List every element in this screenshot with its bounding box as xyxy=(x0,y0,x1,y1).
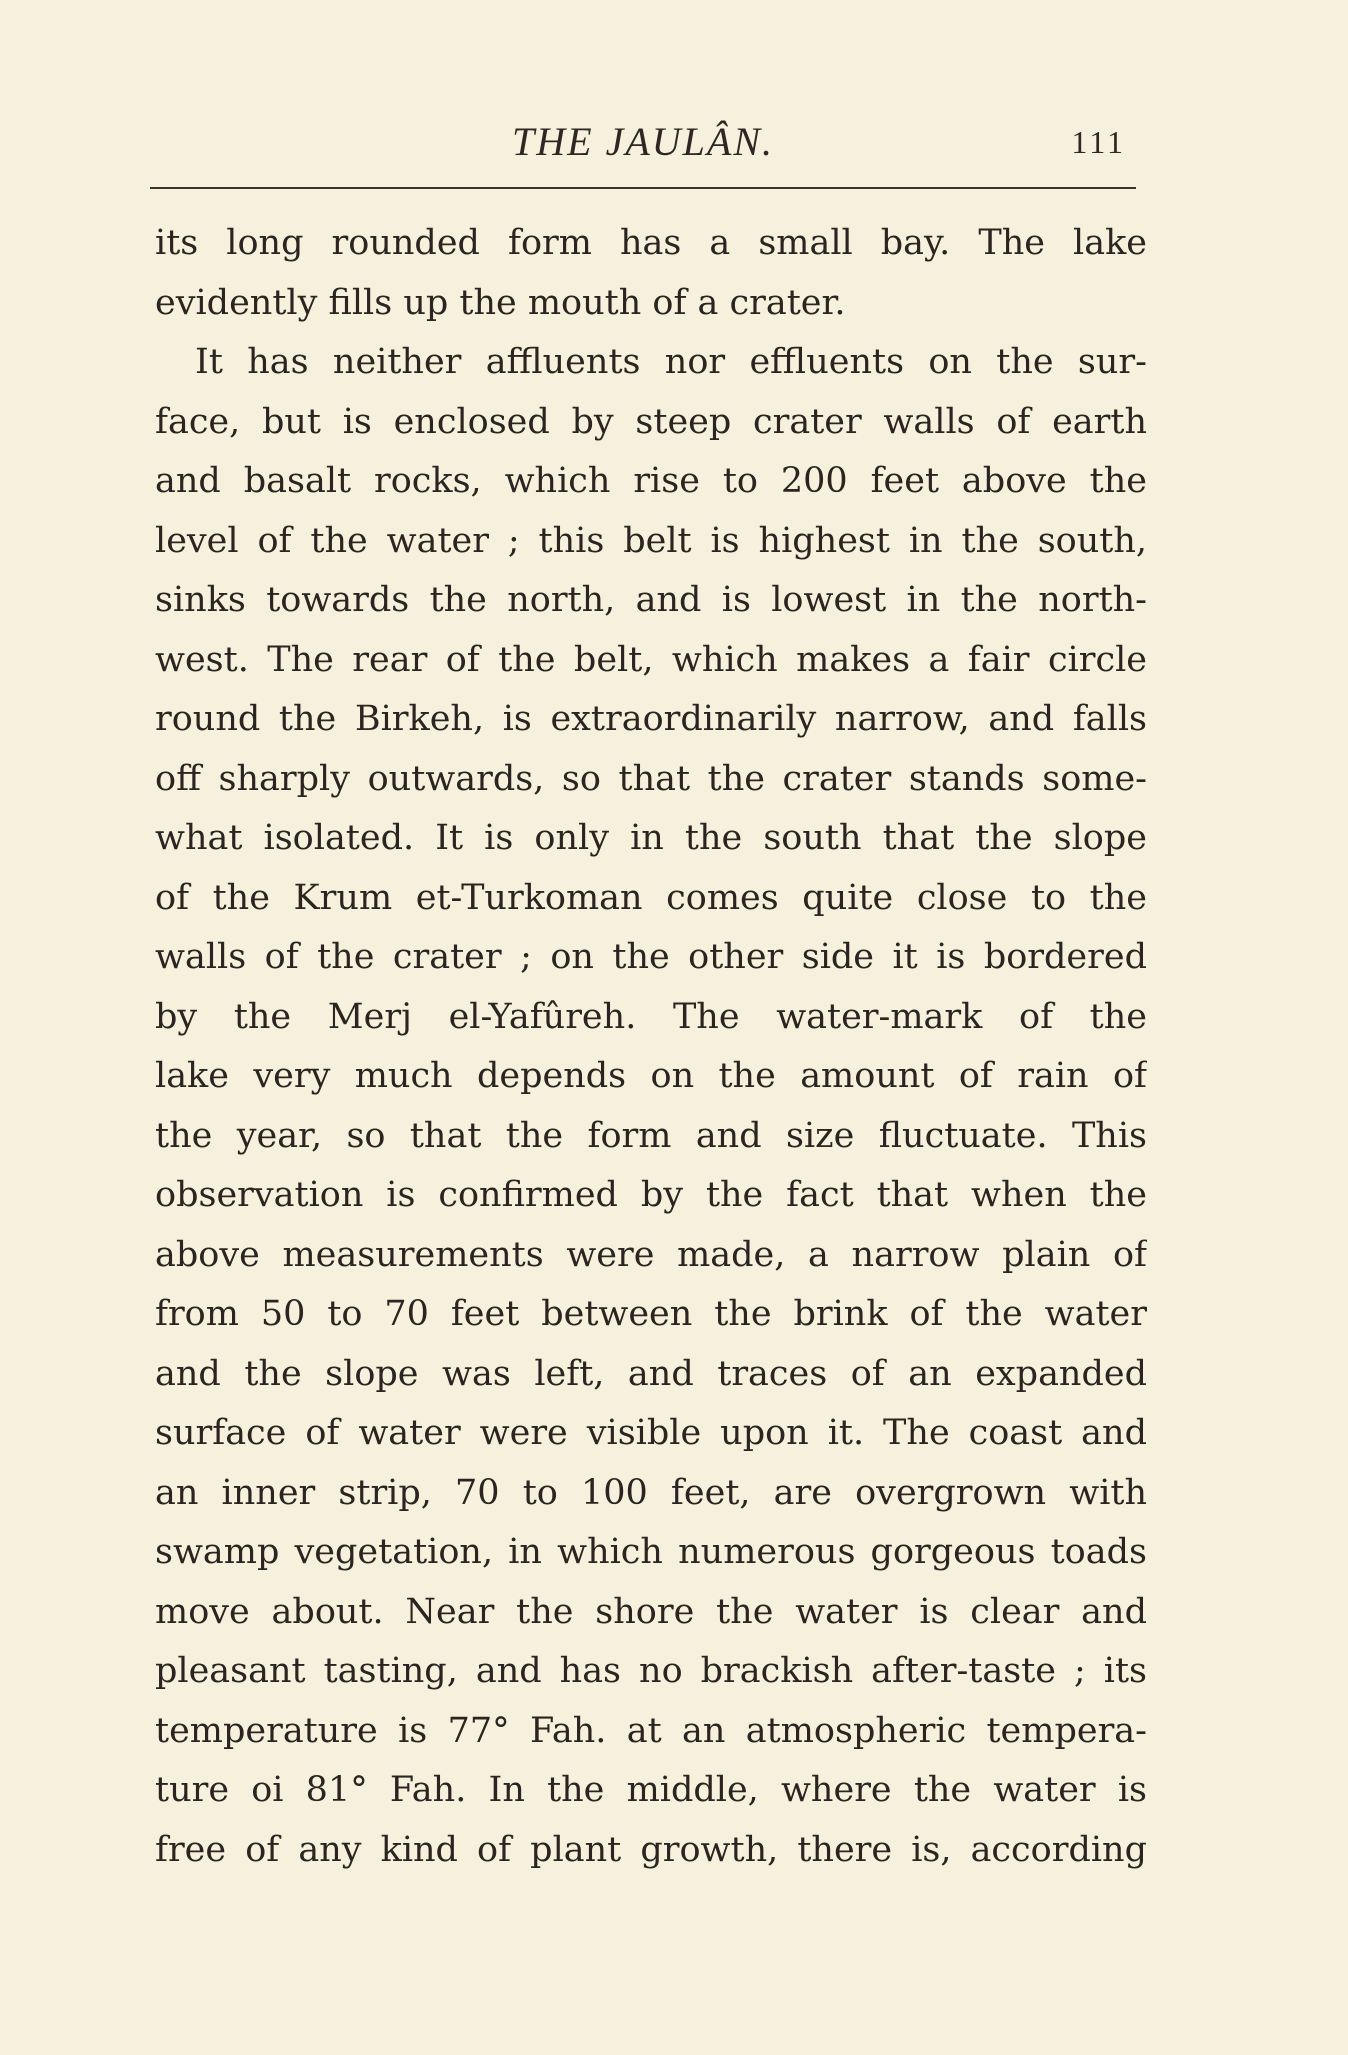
running-title: THE JAULÂN. xyxy=(512,119,774,164)
header-rule xyxy=(150,187,1136,189)
text-line: walls of the crater ; on the other side it is bordered xyxy=(155,937,1147,977)
page-number: 111 xyxy=(1071,124,1126,160)
text-line: surface of water were visible upon it. The coast and xyxy=(155,1413,1147,1453)
text-line: and basalt rocks, which rise to 200 feet above the xyxy=(155,461,1147,501)
text-line: lake very much depends on the amount of rain of xyxy=(155,1056,1147,1096)
running-head xyxy=(150,118,1136,178)
text-line: an inner strip, 70 to 100 feet, are overgrown with xyxy=(155,1472,1147,1513)
text-line: its long rounded form has a small bay. The lake xyxy=(155,223,1147,263)
text-line: west. The rear of the belt, which makes a fair circle xyxy=(155,639,1147,680)
text-line: observation is confirmed by the fact that when the xyxy=(155,1175,1147,1215)
text-line: ture oi 81° Fah. In the middle, where the water is xyxy=(155,1770,1147,1810)
text-line: temperature is 77° Fah. at an atmospheric tempera- xyxy=(155,1710,1147,1751)
text-line: move about. Near the shore the water is clear and xyxy=(155,1591,1147,1632)
text-line: It has neither affluents nor effluents on the sur- xyxy=(195,342,1147,382)
text-line: pleasant tasting, and has no brackish after-taste ; its xyxy=(155,1651,1147,1691)
text-line: swamp vegetation, in which numerous gorgeous toads xyxy=(155,1532,1147,1572)
text-line: off sharply outwards, so that the crater stands some- xyxy=(155,758,1147,799)
text-line: and the slope was left, and traces of an expanded xyxy=(155,1353,1147,1394)
text-line: round the Birkeh, is extraordinarily narrow, and falls xyxy=(155,699,1147,739)
text-line: level of the water ; this belt is highest in the south, xyxy=(155,520,1147,561)
text-line: above measurements were made, a narrow plain of xyxy=(155,1234,1147,1275)
text-line: face, but is enclosed by steep crater walls of earth xyxy=(155,401,1147,442)
text-line: sinks towards the north, and is lowest in the north- xyxy=(155,580,1147,620)
body-text xyxy=(155,214,1147,1880)
text-line: evidently fills up the mouth of a crater. xyxy=(155,282,846,323)
text-line: of the Krum et-Turkoman comes quite close to the xyxy=(155,877,1147,918)
text-line: the year, so that the form and size fluctuate. This xyxy=(155,1115,1147,1156)
text-line: from 50 to 70 feet between the brink of the water xyxy=(155,1294,1147,1334)
text-line: free of any kind of plant growth, there is, according xyxy=(155,1829,1147,1870)
text-line: what isolated. It is only in the south that the slope xyxy=(155,818,1147,858)
text-line: by the Merj el-Yafûreh. The water-mark of the xyxy=(155,996,1147,1037)
